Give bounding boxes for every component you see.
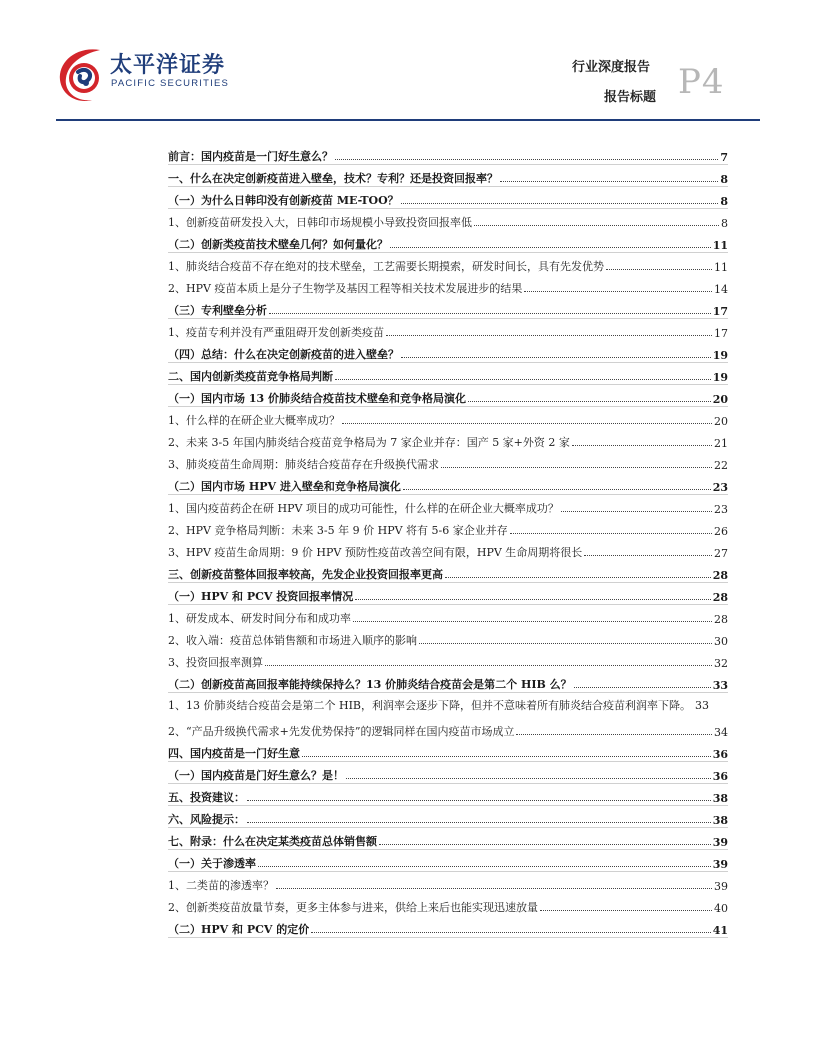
toc-entry-page: 17	[714, 327, 728, 340]
toc-entry[interactable]	[168, 362, 728, 384]
toc-entry-page: 11	[712, 239, 728, 252]
report-type: 行业深度报告	[572, 60, 651, 75]
toc-leader-dots	[353, 621, 712, 622]
toc-entry[interactable]	[168, 849, 728, 871]
toc-entry-title: （一）HPV 和 PCV 投资回报率情况	[168, 590, 354, 603]
toc-leader-dots	[524, 291, 712, 292]
toc-entry[interactable]	[168, 692, 728, 717]
toc-entry[interactable]	[168, 560, 728, 582]
toc-entry[interactable]	[168, 208, 728, 230]
toc-leader-dots	[311, 932, 710, 933]
toc-entry-page: 39	[712, 858, 728, 871]
toc-entry[interactable]	[168, 648, 728, 670]
toc-entry-title: （一）关于渗透率	[168, 857, 256, 870]
toc-entry-page: 19	[712, 349, 728, 362]
toc-entry[interactable]	[168, 230, 728, 252]
toc-entry-title: 五、投资建议：	[168, 791, 245, 804]
toc-entry-page: 36	[712, 748, 728, 761]
toc-entry[interactable]	[168, 318, 728, 340]
toc-entry-page: 20	[714, 415, 728, 428]
toc-entry-title: 2、HPV 疫苗本质上是分子生物学及基因工程等相关技术发展进步的结果	[168, 282, 523, 295]
logo-english-name: PACIFIC SECURITIES	[111, 78, 230, 89]
toc-leader-dots	[342, 423, 712, 424]
toc-entry[interactable]	[168, 626, 728, 648]
toc-entry-title: 六、风险提示：	[168, 813, 245, 826]
toc-leader-dots	[401, 357, 711, 358]
toc-entry[interactable]	[168, 783, 728, 805]
toc-entry-title: （二）国内市场 HPV 进入壁垒和竞争格局演化	[168, 480, 401, 493]
toc-entry-title: （四）总结：什么在决定创新疫苗的进入壁垒？	[168, 348, 399, 361]
header-divider	[56, 119, 760, 121]
toc-leader-dots	[269, 313, 711, 314]
toc-entry[interactable]	[168, 805, 728, 827]
toc-leader-dots	[445, 577, 711, 578]
toc-entry-page: 28	[712, 569, 728, 582]
toc-entry-page: 28	[714, 613, 728, 626]
toc-entry-page: 8	[721, 217, 728, 230]
toc-entry-title: 2、未来 3-5 年国内肺炎结合疫苗竞争格局为 7 家企业并存：国产 5 家+外资 2 家	[168, 436, 570, 449]
toc-entry-page: 38	[712, 792, 728, 805]
toc-entry-title: 前言：国内疫苗是一门好生意么？	[168, 150, 333, 163]
toc-entry[interactable]	[168, 494, 728, 516]
toc-entry[interactable]	[168, 827, 728, 849]
toc-entry-page: 40	[714, 902, 728, 915]
toc-leader-dots	[346, 778, 711, 779]
toc-leader-dots	[468, 401, 711, 402]
toc-entry-page: 26	[714, 525, 728, 538]
report-title: 报告标题	[604, 90, 657, 105]
toc-entry-title: 七、附录：什么在决定某类疫苗总体销售额	[168, 835, 377, 848]
toc-entry-title: 1、疫苗专利并没有严重阻碍开发创新类疫苗	[168, 326, 384, 339]
logo-chinese-name: 太平洋证券	[110, 53, 226, 78]
toc-leader-dots	[500, 181, 718, 182]
toc-entry[interactable]	[168, 186, 728, 208]
toc-entry-page: 27	[714, 547, 728, 560]
toc-leader-dots	[474, 225, 719, 226]
toc-entry[interactable]	[168, 582, 728, 604]
toc-entry[interactable]	[168, 164, 728, 186]
toc-leader-dots	[419, 643, 712, 644]
toc-entry[interactable]	[168, 450, 728, 472]
toc-entry[interactable]	[168, 761, 728, 783]
toc-entry-page: 34	[714, 726, 728, 739]
toc-leader-dots	[403, 489, 711, 490]
toc-leader-dots	[574, 687, 711, 688]
toc-entry-page: 14	[714, 283, 728, 296]
toc-leader-dots	[441, 467, 712, 468]
toc-entry-page: 33	[712, 679, 728, 692]
toc-entry-title: （一）国内市场 13 价肺炎结合疫苗技术壁垒和竞争格局演化	[168, 392, 466, 405]
toc-entry-title: 1、什么样的在研企业大概率成功？	[168, 414, 340, 427]
toc-entry-page: 7	[720, 151, 728, 164]
toc-leader-dots	[335, 379, 711, 380]
toc-entry[interactable]	[168, 296, 728, 318]
toc-entry-page: 36	[712, 770, 728, 783]
toc-leader-dots	[247, 822, 711, 823]
toc-leader-dots	[379, 844, 711, 845]
pacific-securities-logo-icon	[56, 42, 108, 106]
toc-leader-dots	[276, 888, 712, 889]
toc-entry-title: 四、国内疫苗是一门好生意	[168, 747, 300, 760]
toc-entry[interactable]	[168, 915, 728, 937]
toc-entry[interactable]	[168, 142, 728, 164]
toc-entry-page: 33	[695, 699, 710, 712]
toc-entry[interactable]	[168, 252, 728, 274]
toc-leader-dots	[510, 533, 712, 534]
company-logo	[56, 42, 230, 106]
toc-entry-title: （三）专利壁垒分析	[168, 304, 267, 317]
toc-entry-title: （二）创新类疫苗技术壁垒几何？如何量化？	[168, 238, 388, 251]
toc-entry-title: 1、13 价肺炎结合疫苗会是第二个 HIB，利润率会逐步下降，但并不意味着所有肺炎结合疫苗利润率下降。	[168, 699, 692, 712]
toc-entry-page: 22	[714, 459, 728, 472]
toc-entry-title: （一）为什么日韩印没有创新疫苗 ME-TOO？	[168, 194, 399, 207]
toc-leader-dots	[247, 800, 711, 801]
toc-entry-page: 41	[712, 924, 728, 937]
toc-entry[interactable]	[168, 406, 728, 428]
toc-entry-title: 2、创新类疫苗放量节奏，更多主体参与进来，供给上来后也能实现迅速放量	[168, 901, 538, 914]
toc-entry-page: 8	[720, 195, 728, 208]
toc-entry[interactable]	[168, 538, 728, 560]
toc-entry[interactable]	[168, 516, 728, 538]
table-of-contents	[168, 142, 728, 937]
toc-leader-dots	[302, 756, 711, 757]
toc-leader-dots	[584, 555, 712, 556]
toc-entry[interactable]	[168, 670, 728, 692]
toc-leader-dots	[355, 599, 710, 600]
toc-entry-page: 11	[714, 261, 728, 274]
toc-entry-title: 3、投资回报率测算	[168, 656, 263, 669]
toc-leader-dots	[386, 335, 712, 336]
toc-entry-page: 23	[712, 481, 728, 494]
toc-leader-dots	[401, 203, 719, 204]
toc-entry-title: 二、国内创新类疫苗竞争格局判断	[168, 370, 333, 383]
toc-entry[interactable]	[168, 472, 728, 494]
toc-leader-dots	[606, 269, 712, 270]
toc-entry-title: 3、HPV 疫苗生命周期：9 价 HPV 预防性疫苗改善空间有限，HPV 生命周期将很长	[168, 546, 583, 559]
toc-entry-title: （二）创新疫苗高回报率能持续保持么？13 价肺炎结合疫苗会是第二个 HIB 么？	[168, 678, 572, 691]
toc-entry-page: 38	[712, 814, 728, 827]
toc-entry-page: 32	[714, 657, 728, 670]
toc-entry-page: 17	[712, 305, 728, 318]
toc-entry[interactable]	[168, 717, 728, 739]
toc-entry-title: 1、国内疫苗药企在研 HPV 项目的成功可能性，什么样的在研企业大概率成功？	[168, 502, 559, 515]
toc-entry[interactable]	[168, 604, 728, 626]
toc-entry[interactable]	[168, 274, 728, 296]
toc-leader-dots	[561, 511, 712, 512]
toc-entry-title: 1、创新疫苗研发投入大，日韩印市场规模小导致投资回报率低	[168, 216, 472, 229]
toc-entry-page: 30	[714, 635, 728, 648]
toc-entry-title: （一）国内疫苗是门好生意么？是！	[168, 769, 344, 782]
toc-entry[interactable]	[168, 428, 728, 450]
toc-entry[interactable]	[168, 893, 728, 915]
toc-entry[interactable]	[168, 739, 728, 761]
toc-entry-title: 2、收入端：疫苗总体销售额和市场进入顺序的影响	[168, 634, 417, 647]
toc-entry-title: 一、什么在决定创新疫苗进入壁垒，技术？专利？还是投资回报率？	[168, 172, 498, 185]
toc-leader-dots	[335, 159, 718, 160]
toc-entry-title: 2、HPV 竞争格局判断：未来 3-5 年 9 价 HPV 将有 5-6 家企业并存	[168, 524, 508, 537]
toc-entry-title: 三、创新疫苗整体回报率较高，先发企业投资回报率更高	[168, 568, 443, 581]
toc-leader-dots	[572, 445, 712, 446]
toc-entry-title: 3、肺炎疫苗生命周期：肺炎结合疫苗存在升级换代需求	[168, 458, 439, 471]
toc-entry-page: 20	[712, 393, 728, 406]
toc-entry-page: 28	[712, 591, 728, 604]
toc-entry-page: 21	[714, 437, 728, 450]
toc-entry-page: 39	[712, 836, 728, 849]
toc-entry-page: 23	[714, 503, 728, 516]
toc-entry-title: （二）HPV 和 PCV 的定价	[168, 923, 310, 936]
toc-entry[interactable]	[168, 384, 728, 406]
page-number: P4	[678, 62, 725, 102]
toc-leader-dots	[265, 665, 712, 666]
toc-leader-dots	[390, 247, 711, 248]
toc-entry[interactable]	[168, 871, 728, 893]
toc-leader-dots	[540, 910, 712, 911]
toc-entry-page: 39	[714, 880, 728, 893]
toc-entry-page: 19	[712, 371, 728, 384]
toc-leader-dots	[516, 734, 712, 735]
toc-entry[interactable]	[168, 340, 728, 362]
toc-entry-title: 1、二类苗的渗透率？	[168, 879, 274, 892]
toc-entry-title: 2、“产品升级换代需求+先发优势保持”的逻辑同样在国内疫苗市场成立	[168, 725, 515, 738]
toc-entry-title: 1、研发成本、研发时间分布和成功率	[168, 612, 351, 625]
toc-leader-dots	[258, 866, 711, 867]
toc-entry-page: 8	[720, 173, 728, 186]
toc-entry-title: 1、肺炎结合疫苗不存在绝对的技术壁垒，工艺需要长期摸索，研发时间长，具有先发优势	[168, 260, 604, 273]
